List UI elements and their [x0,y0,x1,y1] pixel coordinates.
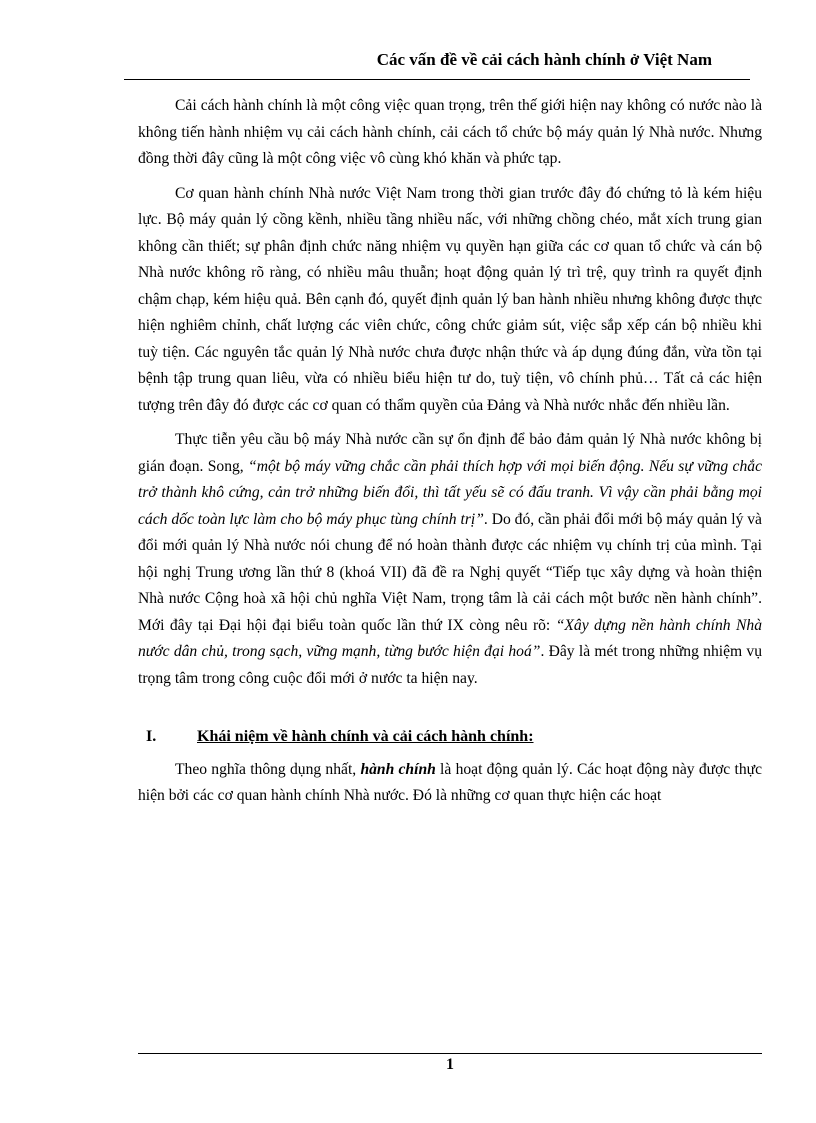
paragraph-4 [138,757,762,810]
running-header-title: Các vấn đề về cải cách hành chính ở Việt Nam [376,50,712,69]
paragraph-3-part3: . Đây là mét trong những nhiệm vụ trọng tâm trong công cuộc đổi mới ở nước ta hiện nay. [138,643,762,687]
footer-rule [138,1053,762,1054]
paragraph-3-part1: Thực tiễn yêu cầu bộ máy Nhà nước cần sự ổn định để bảo đảm quản lý Nhà nước không bị gián đoạn. Song, [138,431,762,475]
paragraph-2 [138,181,762,420]
section-number: I. [146,728,157,745]
section-title: Khái niệm về hành chính và cải cách hành chính: [197,728,534,745]
paragraph-3-quote1: “một bộ máy vững chắc cần phải thích hợp với mọi biến động. Nếu sự vững chắc trở thành khô cứng, cản trở những biến đổi, thì tất yếu sẽ có đấu tranh. Vì vậy cần phải bằng mọi cách dốc toàn lực làm cho bộ máy phục tùng chính trị” [138,457,762,528]
paragraph-3-part2: . Do đó, cần phải đổi mới bộ máy quản lý và đổi mới quản lý Nhà nước nói chung để nó hoàn thành được các nhiệm vụ chính trị của mình. Tại hội nghị Trung ương lần thứ 8 (khoá VII) đã đề ra Nghị quyết “Tiếp tục xây dựng và hoàn thiện Nhà nước Cộng hoà xã hội chủ nghĩa Việt Nam, trọng tâm là cải cách một bước nền hành chính”. Mới đây tại Đại hội đại biểu toàn quốc lần thứ IX còng nêu rõ: [138,510,762,634]
section-heading [138,724,762,751]
paragraph-2-text: Cơ quan hành chính Nhà nước Việt Nam trong thời gian trước đây đó chứng tỏ là kém hiệu lực. Bộ máy quản lý cồng kềnh, nhiều tầng nhiều nấc, với những chồng chéo, mắt xích trung gian không cần thiết; sự phân định chức năng nhiệm vụ quyền hạn giữa các cơ quan tổ chức và cán bộ Nhà nước không rõ ràng, có nhiều mâu thuẫn; hoạt động quản lý trì trệ, quy trình ra quyết định chậm chạp, kém hiệu quả. Bên cạnh đó, quyết định quản lý ban hành nhiều nhưng không được thực hiện nghiêm chỉnh, chất lượng các viên chức, công chức giảm sút, việc sắp xếp cán bộ nhiều khi tuỳ tiện. Các nguyên tắc quản lý Nhà nước chưa được nhận thức và áp dụng đúng đắn, vừa tồn tại bệnh tập trung quan liêu, vừa có nhiều biểu hiện tư do, tuỳ tiện, vô chính phủ… Tất cả các hiện tượng trên đây đó được các cơ quan có thẩm quyền của Đảng và Nhà nước nhắc đến nhiều lần. [138,184,762,414]
page-number: 1 [446,1056,454,1073]
document-body [138,93,762,818]
paragraph-4-part1: Theo nghĩa thông dụng nhất, [175,760,361,778]
paragraph-1 [138,93,762,173]
paragraph-3 [138,427,762,692]
paragraph-1-text: Cải cách hành chính là một công việc quan trọng, trên thế giới hiện nay không có nước nào là không tiến hành nhiệm vụ cải cách hành chính, cải cách tổ chức bộ máy quản lý Nhà nước. Nhưng đồng thời đây cũng là một công việc vô cùng khó khăn và phức tạp. [138,97,762,167]
paragraph-4-part2: là hoạt động quản lý. Các hoạt động này được thực hiện bởi các cơ quan hành chính Nhà nước. Đó là những cơ quan thực hiện các hoạt [138,760,762,804]
paragraph-3-quote2: “Xây dựng nền hành chính Nhà nước dân chủ, trong sạch, vững mạnh, từng bước hiện đại hoá” [138,616,762,660]
header-rule [124,79,750,80]
paragraph-4-keyword: hành chính [360,760,436,778]
